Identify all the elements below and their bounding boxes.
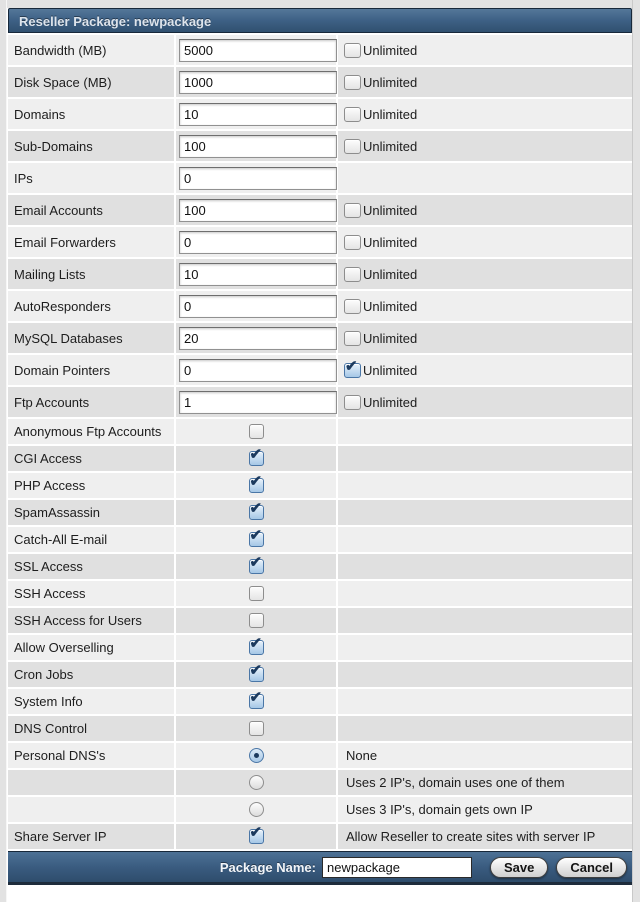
page-margin-right [632, 0, 640, 902]
table-row [8, 163, 632, 193]
anonymous-ftp-label: Anonymous Ftp Accounts [14, 424, 162, 439]
package-name-input[interactable] [322, 857, 472, 878]
sub-domains-control-cell [176, 131, 336, 161]
disk-space-label: Disk Space (MB) [14, 74, 112, 90]
cron-jobs-label: Cron Jobs [14, 667, 74, 682]
system-info-label: System Info [14, 694, 83, 709]
ips-label-cell [8, 163, 174, 193]
dns-control-label-cell [8, 716, 174, 741]
mailing-lists-unlimited-checkbox[interactable] [344, 267, 361, 282]
system-info-checkbox[interactable] [249, 694, 264, 709]
panel-header [8, 8, 632, 33]
personal-dns-none-label: Personal DNS's [14, 748, 106, 763]
cancel-button[interactable]: Cancel [556, 857, 627, 878]
share-server-ip-label: Share Server IP [14, 829, 107, 844]
table-row [8, 608, 632, 633]
email-forwarders-unlimited-checkbox[interactable] [344, 235, 361, 250]
cgi-access-label-cell [8, 446, 174, 471]
table-row [8, 67, 632, 97]
ftp-accounts-input[interactable] [179, 391, 337, 414]
cgi-access-checkbox[interactable] [249, 451, 264, 466]
ssh-access-label-cell [8, 581, 174, 606]
cron-jobs-control-cell [176, 662, 336, 687]
anonymous-ftp-control-cell [176, 419, 336, 444]
domains-control-cell [176, 99, 336, 129]
domains-label-cell [8, 99, 174, 129]
table-row [8, 500, 632, 525]
system-info-label-cell [8, 689, 174, 714]
allow-overselling-label: Allow Overselling [14, 640, 114, 655]
dns-control-note-cell [338, 716, 632, 741]
sub-domains-input[interactable] [179, 135, 337, 158]
spamassassin-label: SpamAssassin [14, 505, 100, 520]
mailing-lists-label-cell [8, 259, 174, 289]
spamassassin-checkbox[interactable] [249, 505, 264, 520]
sub-domains-unlimited-label: Unlimited [363, 138, 418, 154]
autoresponders-control-cell [176, 291, 336, 321]
save-button[interactable]: Save [490, 857, 548, 878]
table-row [8, 446, 632, 471]
personal-dns-3ip-note-cell [338, 797, 632, 822]
personal-dns-2ip-radio[interactable] [249, 775, 264, 790]
cgi-access-label: CGI Access [14, 451, 82, 466]
mysql-databases-unlimited-checkbox[interactable] [344, 331, 361, 346]
email-accounts-unlimited-label: Unlimited [363, 202, 418, 218]
table-row [8, 689, 632, 714]
allow-overselling-label-cell [8, 635, 174, 660]
autoresponders-note-cell [338, 291, 632, 321]
mysql-databases-label: MySQL Databases [14, 330, 123, 346]
disk-space-note-cell [338, 67, 632, 97]
cron-jobs-note-cell [338, 662, 632, 687]
bandwidth-unlimited-checkbox[interactable] [344, 43, 361, 58]
dns-control-checkbox[interactable] [249, 721, 264, 736]
mysql-databases-label-cell [8, 323, 174, 353]
share-server-ip-label-cell [8, 824, 174, 849]
email-forwarders-unlimited-label: Unlimited [363, 234, 418, 250]
ips-label: IPs [14, 170, 33, 186]
panel-footer [8, 851, 632, 885]
ftp-accounts-control-cell [176, 387, 336, 417]
mailing-lists-unlimited-label: Unlimited [363, 266, 418, 282]
ftp-accounts-note-cell [338, 387, 632, 417]
ssh-access-checkbox[interactable] [249, 586, 264, 601]
ssl-access-checkbox[interactable] [249, 559, 264, 574]
domain-pointers-note-cell [338, 355, 632, 385]
email-accounts-input[interactable] [179, 199, 337, 222]
mysql-databases-input[interactable] [179, 327, 337, 350]
personal-dns-none-control-cell [176, 743, 336, 768]
domain-pointers-label: Domain Pointers [14, 362, 111, 378]
bandwidth-control-cell [176, 35, 336, 65]
package-name-label: Package Name: [219, 859, 316, 875]
php-access-label: PHP Access [14, 478, 86, 493]
personal-dns-3ip-control-cell [176, 797, 336, 822]
table-row [8, 355, 632, 385]
reseller-package-panel [8, 8, 632, 885]
php-access-label-cell [8, 473, 174, 498]
disk-space-label-cell [8, 67, 174, 97]
disk-space-control-cell [176, 67, 336, 97]
allow-overselling-note-cell [338, 635, 632, 660]
system-info-control-cell [176, 689, 336, 714]
disk-space-input[interactable] [179, 71, 337, 94]
catch-all-email-label-cell [8, 527, 174, 552]
domains-note-cell [338, 99, 632, 129]
cron-jobs-label-cell [8, 662, 174, 687]
email-forwarders-input[interactable] [179, 231, 337, 254]
email-forwarders-note-cell [338, 227, 632, 257]
table-row [8, 743, 632, 768]
ips-input[interactable] [179, 167, 337, 190]
email-accounts-note-cell [338, 195, 632, 225]
email-forwarders-label-cell [8, 227, 174, 257]
domains-unlimited-checkbox[interactable] [344, 107, 361, 122]
personal-dns-2ip-control-cell [176, 770, 336, 795]
mailing-lists-note-cell [338, 259, 632, 289]
table-row [8, 387, 632, 417]
anonymous-ftp-checkbox[interactable] [249, 424, 264, 439]
mailing-lists-label: Mailing Lists [14, 266, 86, 282]
table-row [8, 99, 632, 129]
personal-dns-2ip-note: Uses 2 IP's, domain uses one of them [346, 775, 565, 790]
bandwidth-input[interactable] [179, 39, 337, 62]
cgi-access-control-cell [176, 446, 336, 471]
ssl-access-note-cell [338, 554, 632, 579]
email-accounts-label-cell [8, 195, 174, 225]
disk-space-unlimited-label: Unlimited [363, 74, 418, 90]
email-accounts-unlimited-checkbox[interactable] [344, 203, 361, 218]
ssh-access-label: SSH Access [14, 586, 86, 601]
mysql-databases-unlimited-label: Unlimited [363, 330, 418, 346]
spamassassin-note-cell [338, 500, 632, 525]
autoresponders-unlimited-checkbox[interactable] [344, 299, 361, 314]
domain-pointers-input[interactable] [179, 359, 337, 382]
share-server-ip-checkbox[interactable] [249, 829, 264, 844]
sub-domains-note-cell [338, 131, 632, 161]
ssh-access-users-checkbox[interactable] [249, 613, 264, 628]
personal-dns-none-radio[interactable] [249, 748, 264, 763]
cron-jobs-checkbox[interactable] [249, 667, 264, 682]
table-row [8, 770, 632, 795]
personal-dns-none-note-cell [338, 743, 632, 768]
personal-dns-3ip-note: Uses 3 IP's, domain gets own IP [346, 802, 533, 817]
table-row [8, 716, 632, 741]
catch-all-email-note-cell [338, 527, 632, 552]
ssh-access-control-cell [176, 581, 336, 606]
ssh-access-users-note-cell [338, 608, 632, 633]
table-row [8, 291, 632, 321]
domains-input[interactable] [179, 103, 337, 126]
anonymous-ftp-note-cell [338, 419, 632, 444]
autoresponders-label-cell [8, 291, 174, 321]
anonymous-ftp-label-cell [8, 419, 174, 444]
page-margin-top [0, 0, 640, 8]
ssh-access-users-label-cell [8, 608, 174, 633]
php-access-control-cell [176, 473, 336, 498]
bandwidth-label: Bandwidth (MB) [14, 42, 107, 58]
personal-dns-2ip-note-cell [338, 770, 632, 795]
ssh-access-users-label: SSH Access for Users [14, 613, 142, 628]
sub-domains-unlimited-checkbox[interactable] [344, 139, 361, 154]
autoresponders-unlimited-label: Unlimited [363, 298, 418, 314]
ftp-accounts-label: Ftp Accounts [14, 394, 90, 410]
ssl-access-label: SSL Access [14, 559, 83, 574]
domain-pointers-unlimited-label: Unlimited [363, 362, 418, 378]
bandwidth-label-cell [8, 35, 174, 65]
dns-control-control-cell [176, 716, 336, 741]
bandwidth-unlimited-label: Unlimited [363, 42, 418, 58]
share-server-ip-note: Allow Reseller to create sites with server IP [346, 829, 596, 844]
personal-dns-none-note: None [346, 748, 378, 763]
table-row [8, 419, 632, 444]
catch-all-email-label: Catch-All E-mail [14, 532, 108, 547]
email-accounts-control-cell [176, 195, 336, 225]
email-accounts-label: Email Accounts [14, 202, 103, 218]
table-row [8, 554, 632, 579]
domain-pointers-label-cell [8, 355, 174, 385]
ftp-accounts-unlimited-checkbox[interactable] [344, 395, 361, 410]
cgi-access-note-cell [338, 446, 632, 471]
table-row [8, 581, 632, 606]
domains-label: Domains [14, 106, 66, 122]
mailing-lists-control-cell [176, 259, 336, 289]
system-info-note-cell [338, 689, 632, 714]
sub-domains-label: Sub-Domains [14, 138, 93, 154]
autoresponders-label: AutoResponders [14, 298, 111, 314]
mysql-databases-control-cell [176, 323, 336, 353]
ftp-accounts-unlimited-label: Unlimited [363, 394, 418, 410]
personal-dns-3ip-radio[interactable] [249, 802, 264, 817]
table-row [8, 323, 632, 353]
table-row [8, 195, 632, 225]
email-forwarders-control-cell [176, 227, 336, 257]
catch-all-email-control-cell [176, 527, 336, 552]
dns-control-label: DNS Control [14, 721, 87, 736]
table-row [8, 635, 632, 660]
table-row [8, 259, 632, 289]
autoresponders-input[interactable] [179, 295, 337, 318]
spamassassin-control-cell [176, 500, 336, 525]
ftp-accounts-label-cell [8, 387, 174, 417]
table-row [8, 824, 632, 849]
table-row [8, 662, 632, 687]
email-forwarders-label: Email Forwarders [14, 234, 116, 250]
ssl-access-label-cell [8, 554, 174, 579]
spamassassin-label-cell [8, 500, 174, 525]
bandwidth-note-cell [338, 35, 632, 65]
catch-all-email-checkbox[interactable] [249, 532, 264, 547]
domain-pointers-unlimited-checkbox[interactable] [344, 363, 361, 378]
package-settings-table [8, 33, 632, 849]
table-row [8, 527, 632, 552]
disk-space-unlimited-checkbox[interactable] [344, 75, 361, 90]
domain-pointers-control-cell [176, 355, 336, 385]
personal-dns-3ip-label-cell [8, 797, 174, 822]
personal-dns-2ip-label-cell [8, 770, 174, 795]
table-row [8, 473, 632, 498]
table-row [8, 227, 632, 257]
table-row [8, 797, 632, 822]
ips-note-cell [338, 163, 632, 193]
domains-unlimited-label: Unlimited [363, 106, 418, 122]
ssh-access-users-control-cell [176, 608, 336, 633]
ips-control-cell [176, 163, 336, 193]
sub-domains-label-cell [8, 131, 174, 161]
allow-overselling-control-cell [176, 635, 336, 660]
page-margin-left [0, 0, 7, 902]
ssl-access-control-cell [176, 554, 336, 579]
php-access-checkbox[interactable] [249, 478, 264, 493]
share-server-ip-note-cell [338, 824, 632, 849]
personal-dns-none-label-cell [8, 743, 174, 768]
mysql-databases-note-cell [338, 323, 632, 353]
ssh-access-note-cell [338, 581, 632, 606]
share-server-ip-control-cell [176, 824, 336, 849]
table-row [8, 35, 632, 65]
mailing-lists-input[interactable] [179, 263, 337, 286]
panel-title: Reseller Package: newpackage [19, 14, 212, 29]
php-access-note-cell [338, 473, 632, 498]
table-row [8, 131, 632, 161]
allow-overselling-checkbox[interactable] [249, 640, 264, 655]
